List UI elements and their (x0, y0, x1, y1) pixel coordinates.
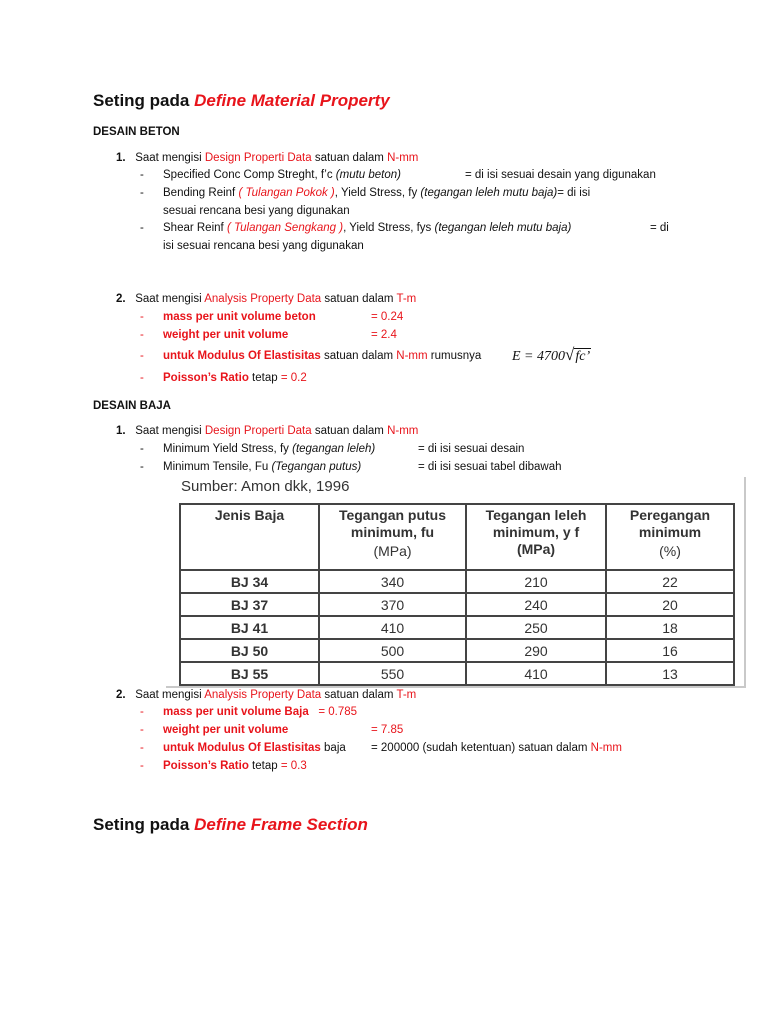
bullet-dash: - (140, 311, 144, 323)
beton-weight-value: = 2.4 (371, 329, 397, 341)
header-putus: Tegangan putus minimum, fu (MPa) (319, 504, 466, 570)
section-desain-baja: DESAIN BAJA (93, 400, 171, 412)
bullet-dash: - (140, 461, 144, 473)
bullet-dash: - (140, 742, 144, 754)
beton-fy-cont: sesuai rencana besi yang digunakan (163, 205, 350, 217)
baja-fu-eq: = di isi sesuai tabel dibawah (418, 461, 562, 473)
bullet-dash: - (140, 350, 144, 362)
bullet-dash: - (140, 760, 144, 772)
baja-item2: 2. Saat mengisi Analysis Property Data satuan dalam T-m (116, 689, 417, 701)
baja-mass-line: mass per unit volume Baja = 0.785 (163, 706, 358, 718)
heading-title: Define Frame Section (194, 815, 368, 834)
baja-weight-value: = 7.85 (371, 724, 404, 736)
bullet-dash: - (140, 706, 144, 718)
beton-fys-line: Shear Reinf ( Tulangan Sengkang ), Yield Stress, fys (tegangan leleh mutu baja) (163, 222, 572, 234)
baja-weight-label: weight per unit volume (163, 724, 289, 736)
modulus-formula: E = 4700√fc’ (512, 345, 591, 364)
steel-table (179, 503, 735, 686)
beton-modulus-line: untuk Modulus Of Elastisitas satuan dalam N-mm rumusnya (163, 350, 482, 362)
bullet-dash: - (140, 329, 144, 341)
beton-weight-label: weight per unit volume (163, 329, 289, 341)
table-row: BJ 37 370 240 20 (180, 593, 734, 616)
bullet-dash: - (140, 443, 144, 455)
table-row: BJ 55 550 410 13 (180, 662, 734, 685)
bullet-dash: - (140, 187, 144, 199)
baja-modulus-line: untuk Modulus Of Elastisitas baja (163, 742, 346, 754)
beton-fys-eq: = di (650, 222, 669, 234)
bullet-dash: - (140, 169, 144, 181)
table-row: BJ 50 500 290 16 (180, 639, 734, 662)
baja-item1: 1. Saat mengisi Design Properti Data satuan dalam N-mm (116, 425, 419, 437)
table-row: BJ 41 410 250 18 (180, 616, 734, 639)
section-desain-beton: DESAIN BETON (93, 126, 180, 138)
beton-fy-line: Bending Reinf ( Tulangan Pokok ), Yield Stress, fy (tegangan leleh mutu baja)= di isi (163, 187, 591, 199)
beton-mass-value: = 0.24 (371, 311, 404, 323)
heading-prefix: Seting pada (93, 91, 190, 110)
baja-fu-line: Minimum Tensile, Fu (Tegangan putus) (163, 461, 362, 473)
table-header-row (180, 504, 734, 570)
steel-table-figure (166, 477, 746, 688)
table-source: Sumber: Amon dkk, 1996 (181, 478, 350, 495)
heading-define-frame (93, 815, 368, 835)
bullet-dash: - (140, 372, 144, 384)
bullet-dash: - (140, 222, 144, 234)
heading-define-material (93, 91, 390, 111)
header-peregangan: Peregangan minimum (%) (606, 504, 734, 570)
baja-poisson-line: Poisson’s Ratio tetap = 0.3 (163, 760, 307, 772)
beton-mass-label: mass per unit volume beton (163, 311, 316, 323)
heading-title: Define Material Property (194, 91, 390, 110)
beton-fc-line: Specified Conc Comp Streght, f’c (mutu beton) (163, 169, 401, 181)
heading-prefix: Seting pada (93, 815, 190, 834)
beton-fc-eq: = di isi sesuai desain yang digunakan (465, 169, 656, 181)
baja-fy-line: Minimum Yield Stress, fy (tegangan leleh) (163, 443, 376, 455)
bullet-dash: - (140, 724, 144, 736)
header-leleh: Tegangan leleh minimum, y f (MPa) (466, 504, 606, 570)
beton-item1: 1. Saat mengisi Design Properti Data satuan dalam N-mm (116, 152, 419, 164)
header-jenis: Jenis Baja (180, 504, 319, 570)
table-row: BJ 34 340 210 22 (180, 570, 734, 593)
beton-poisson-line: Poisson’s Ratio tetap = 0.2 (163, 372, 307, 384)
beton-item2: 2. Saat mengisi Analysis Property Data satuan dalam T-m (116, 293, 417, 305)
beton-fys-cont: isi sesuai rencana besi yang digunakan (163, 240, 364, 252)
baja-modulus-eq: = 200000 (sudah ketentuan) satuan dalam N-mm (371, 742, 622, 754)
baja-fy-eq: = di isi sesuai desain (418, 443, 525, 455)
